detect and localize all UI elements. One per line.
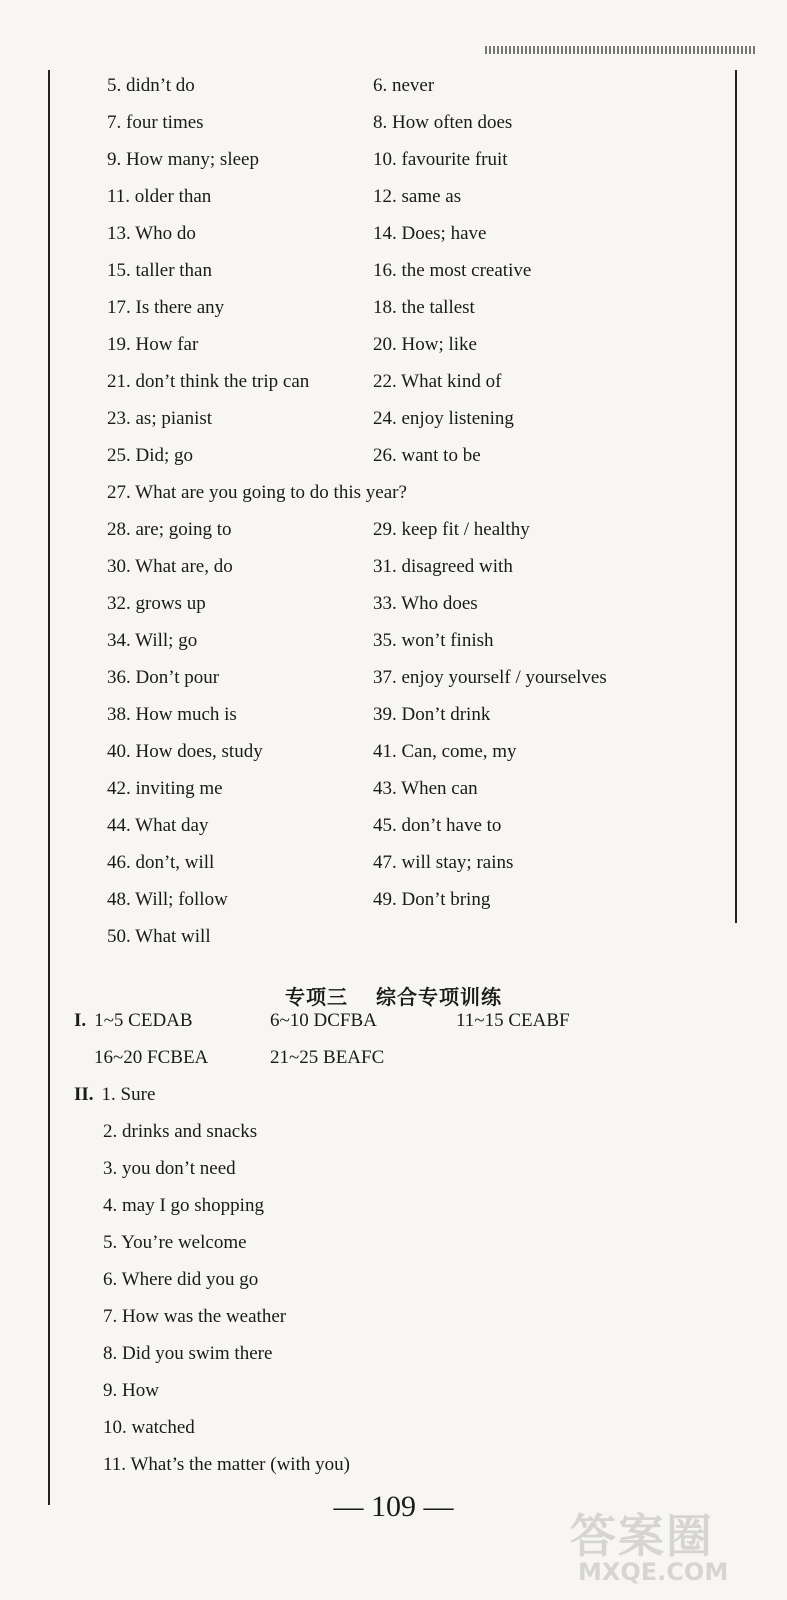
answer-row — [107, 811, 727, 841]
part1-item: 1~5 CEDAB — [94, 1010, 193, 1031]
watermark-url: MXQE.COM — [578, 1558, 729, 1586]
part1-item: 21~25 BEAFC — [270, 1047, 385, 1068]
part1-roman-numeral: I. — [74, 1010, 87, 1031]
part2-item: 2. drinks and snacks — [103, 1121, 258, 1142]
answer-right: 41. Can, come, my — [373, 741, 517, 762]
answer-left: 17. Is there any — [107, 297, 225, 318]
answer-left: 38. How much is — [107, 704, 237, 725]
answer-left: 5. didn’t do — [107, 75, 195, 96]
answer-right: 47. will stay; rains — [373, 852, 514, 873]
answer-row — [107, 737, 727, 767]
section-title-text: 综合专项训练 — [376, 985, 502, 1009]
answer-left: 32. grows up — [107, 593, 206, 614]
answer-left: 30. What are, do — [107, 556, 233, 577]
answer-left: 40. How does, study — [107, 741, 263, 762]
answer-right: 43. When can — [373, 778, 478, 799]
part2-roman-numeral: II. — [74, 1084, 94, 1105]
answer-row — [107, 922, 727, 952]
answer-row — [107, 145, 727, 175]
answer-right: 6. never — [373, 75, 435, 96]
part1-item: 6~10 DCFBA — [270, 1010, 377, 1031]
answer-right: 49. Don’t bring — [373, 889, 491, 910]
part2-item: 10. watched — [103, 1417, 195, 1438]
answer-right: 22. What kind of — [373, 371, 502, 392]
answer-row — [107, 626, 727, 656]
answer-left: 19. How far — [107, 334, 199, 355]
answer-left: 15. taller than — [107, 260, 212, 281]
answer-row — [107, 848, 727, 878]
watermark-text: 答案圈 — [570, 1509, 714, 1563]
answer-row — [107, 404, 727, 434]
answer-row — [107, 589, 727, 619]
answer-right: 31. disagreed with — [373, 556, 513, 577]
answer-row — [107, 293, 727, 323]
answer-right: 29. keep fit / healthy — [373, 519, 530, 540]
answer-left: 27. What are you going to do this year? — [107, 482, 407, 503]
part2-item: 8. Did you swim there — [103, 1343, 273, 1364]
part1-item: 11~15 CEABF — [456, 1010, 570, 1031]
answer-right: 33. Who does — [373, 593, 478, 614]
answer-row — [107, 441, 727, 471]
answer-row — [107, 885, 727, 915]
answer-right: 45. don’t have to — [373, 815, 502, 836]
part2-item: 5. You’re welcome — [103, 1232, 247, 1253]
answer-right: 12. same as — [373, 186, 462, 207]
answer-right: 20. How; like — [373, 334, 477, 355]
answer-left: 21. don’t think the trip can — [107, 371, 310, 392]
part2-item: 11. What’s the matter (with you) — [103, 1454, 350, 1475]
answer-right: 18. the tallest — [373, 297, 475, 318]
answer-left: 28. are; going to — [107, 519, 232, 540]
part1-item: 16~20 FCBEA — [94, 1047, 209, 1068]
top-decorative-rule — [485, 46, 757, 54]
answer-left: 34. Will; go — [107, 630, 198, 651]
answer-right: 24. enjoy listening — [373, 408, 514, 429]
answer-row — [107, 71, 727, 101]
answer-row — [107, 256, 727, 286]
answer-left: 46. don’t, will — [107, 852, 215, 873]
answer-left: 42. inviting me — [107, 778, 223, 799]
answer-left: 23. as; pianist — [107, 408, 213, 429]
answer-right: 26. want to be — [373, 445, 481, 466]
answer-left: 48. Will; follow — [107, 889, 228, 910]
part2-item: 1. Sure — [101, 1084, 156, 1105]
page-number: — 109 — — [333, 1490, 454, 1523]
section-title-number: 专项三 — [285, 985, 348, 1009]
answer-row — [107, 330, 727, 360]
part2-item: 7. How was the weather — [103, 1306, 287, 1327]
answer-left: 44. What day — [107, 815, 209, 836]
answer-row — [107, 774, 727, 804]
answer-row — [107, 478, 727, 508]
part2-item: 6. Where did you go — [103, 1269, 259, 1290]
answer-left: 7. four times — [107, 112, 204, 133]
part2-row-1 — [74, 1080, 155, 1110]
answer-left: 36. Don’t pour — [107, 667, 220, 688]
part1-row-1 — [74, 1006, 193, 1036]
answer-left: 13. Who do — [107, 223, 196, 244]
answer-right: 14. Does; have — [373, 223, 487, 244]
answer-row — [107, 700, 727, 730]
answer-right: 8. How often does — [373, 112, 513, 133]
answer-right: 35. won’t finish — [373, 630, 494, 651]
part2-item: 4. may I go shopping — [103, 1195, 264, 1216]
part2-item: 3. you don’t need — [103, 1158, 236, 1179]
answer-left: 25. Did; go — [107, 445, 194, 466]
answer-row — [107, 108, 727, 138]
answer-left: 11. older than — [107, 186, 212, 207]
watermark-logo — [570, 1500, 770, 1590]
part2-item: 9. How — [103, 1380, 159, 1401]
answer-row — [107, 552, 727, 582]
right-margin-line — [735, 70, 737, 923]
answer-right: 16. the most creative — [373, 260, 532, 281]
answer-row — [107, 515, 727, 545]
answer-row — [107, 182, 727, 212]
answer-row — [107, 219, 727, 249]
answer-right: 10. favourite fruit — [373, 149, 508, 170]
answer-row — [107, 367, 727, 397]
answer-right: 39. Don’t drink — [373, 704, 491, 725]
answer-row — [107, 663, 727, 693]
answer-left: 9. How many; sleep — [107, 149, 259, 170]
left-margin-line — [48, 70, 50, 1505]
answer-left: 50. What will — [107, 926, 211, 947]
answer-right: 37. enjoy yourself / yourselves — [373, 667, 607, 688]
